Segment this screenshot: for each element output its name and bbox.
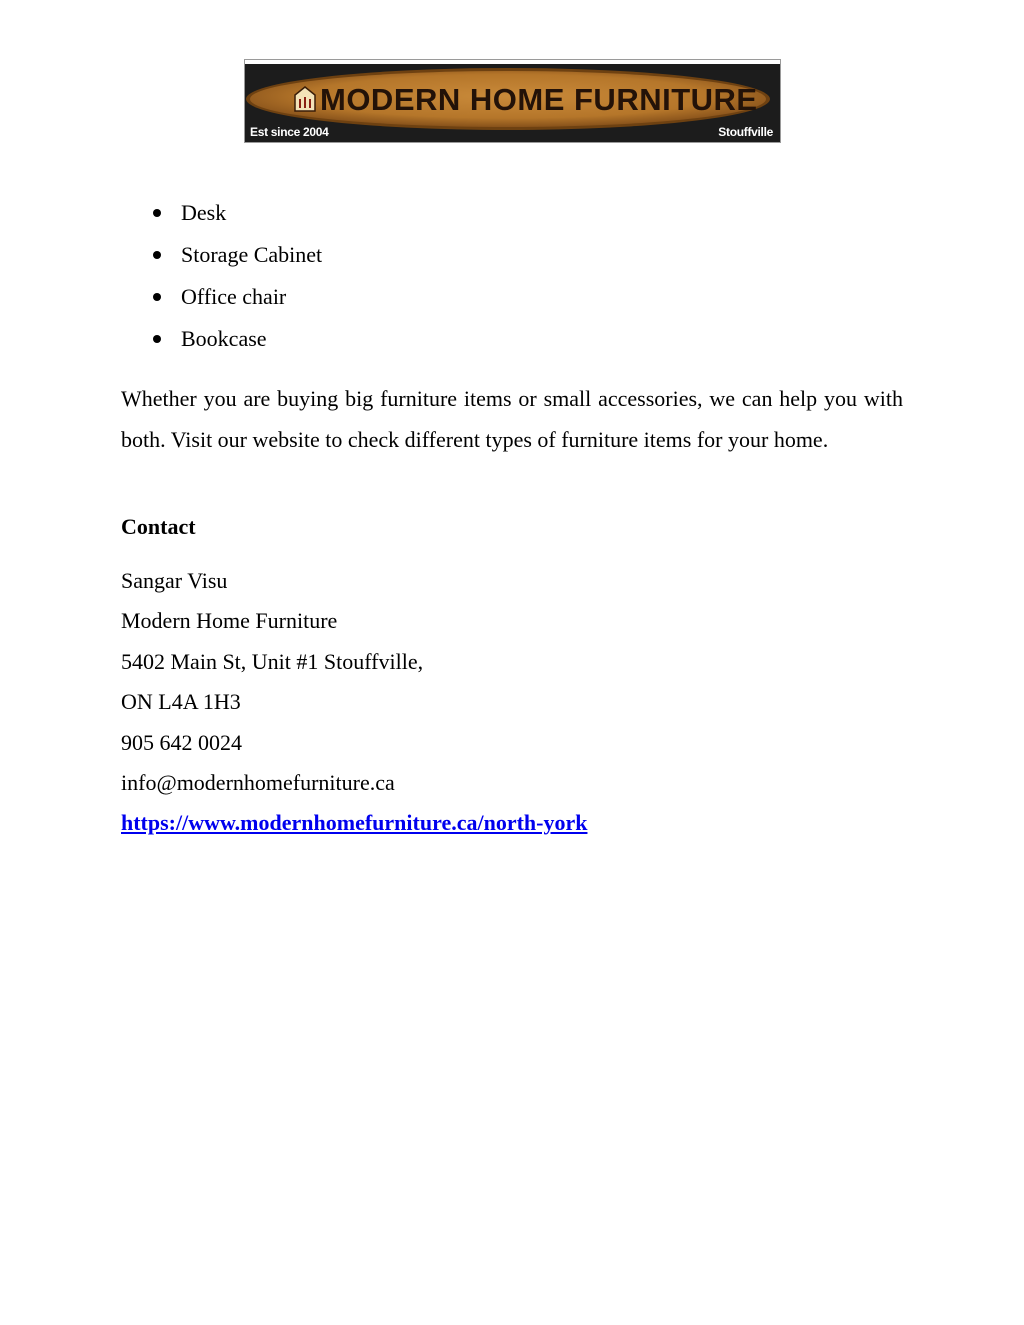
bullet-icon <box>153 251 161 259</box>
contact-block <box>121 567 587 850</box>
logo-brand-name: MODERN HOME FURNITURE <box>320 82 758 117</box>
contact-email: info@modernhomefurniture.ca <box>121 769 395 795</box>
bullet-icon <box>153 293 161 301</box>
bullet-icon <box>153 335 161 343</box>
contact-website-row <box>121 809 587 849</box>
contact-company: Modern Home Furniture <box>121 608 338 634</box>
body-paragraph: Whether you are buying big furniture items or small accessories, we can help you with both. Visit our website to check different types of furniture items for your home. <box>121 386 903 452</box>
contact-address-line1: 5402 Main St, Unit #1 Stouffville, <box>121 648 424 674</box>
list-item-label: Storage Cabinet <box>181 242 323 267</box>
brand-logo <box>244 59 781 143</box>
list-item <box>143 283 322 325</box>
logo-established: Est since 2004 <box>250 125 329 139</box>
bullet-icon <box>153 209 161 217</box>
list-item-label: Desk <box>181 200 227 225</box>
contact-address-line2: ON L4A 1H3 <box>121 689 241 715</box>
contact-phone: 905 642 0024 <box>121 729 242 755</box>
website-link[interactable]: https://www.modernhomefurniture.ca/north-york <box>121 810 588 836</box>
contact-name: Sangar Visu <box>121 568 228 593</box>
house-mark-icon <box>294 86 316 112</box>
contact-heading: Contact <box>121 514 196 539</box>
list-item-label: Bookcase <box>181 326 267 351</box>
list-item <box>143 199 322 241</box>
logo-location: Stouffville <box>718 125 773 139</box>
list-item-label: Office chair <box>181 284 287 309</box>
list-item <box>143 325 322 367</box>
list-item <box>143 241 322 283</box>
furniture-list <box>143 199 322 367</box>
